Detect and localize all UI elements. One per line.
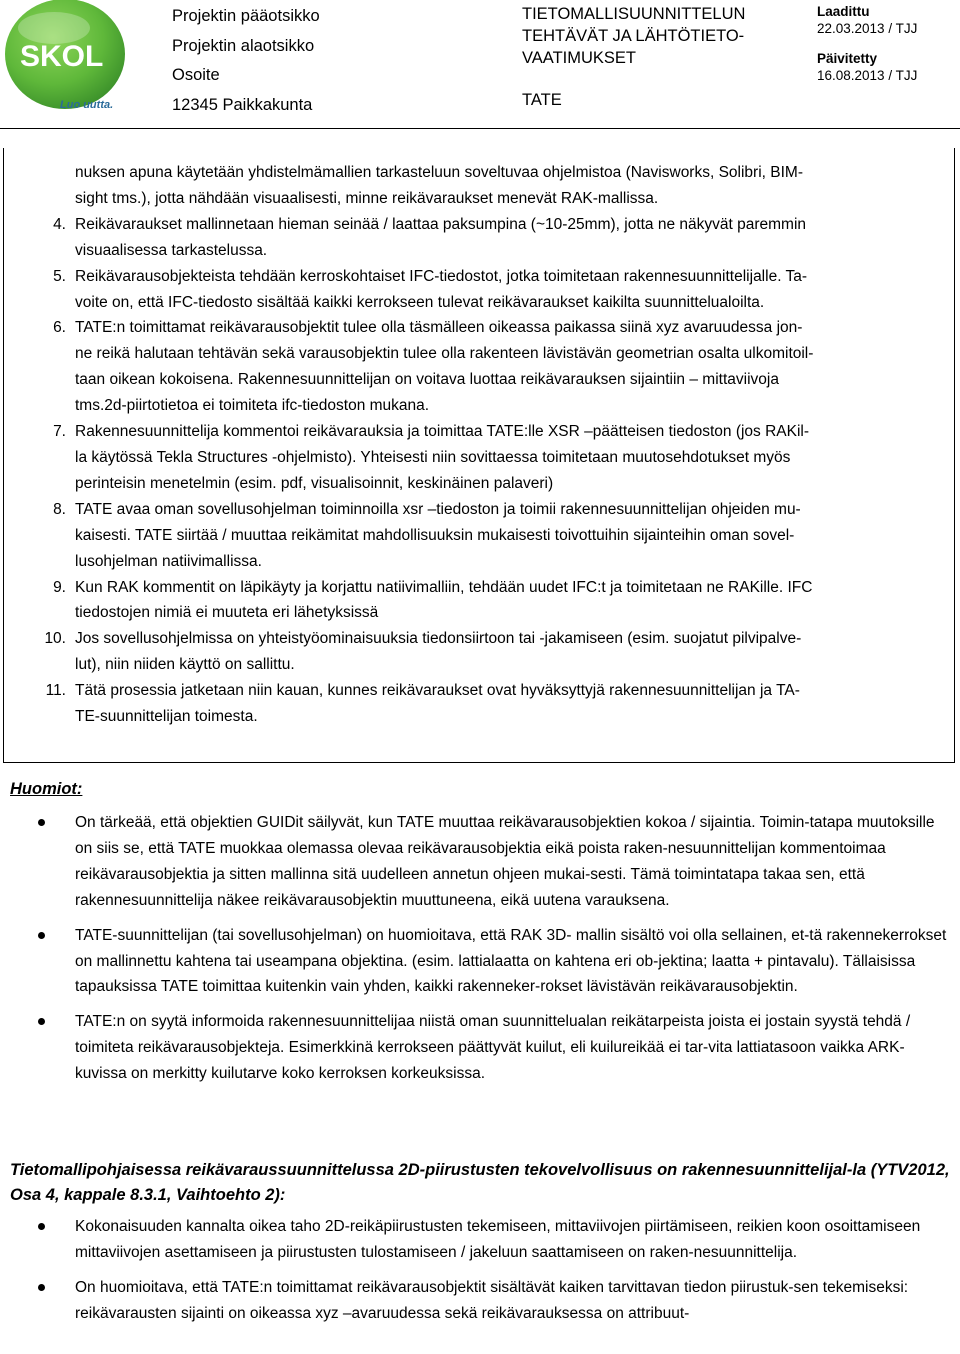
responsibility-list: [0, 1214, 960, 1336]
step-line: lut), niin niiden käyttö on sallittu.: [75, 656, 295, 674]
step-number: 5.: [53, 267, 66, 285]
responsibility-bullet: [0, 1214, 960, 1266]
step-line: perinteisin menetelmin (esim. pdf, visualisoinnit, keskinäinen palaveri): [75, 474, 554, 492]
step-number: 8.: [53, 500, 66, 518]
steps-list: [0, 160, 960, 730]
created-value: 22.03.2013 / TJJ: [817, 21, 918, 36]
step-line: lusohjelman natiivimallissa.: [75, 552, 262, 570]
responsibility-bullet-text: On huomioitava, että TATE:n toimittamat reikävarausobjektit sisältävät kaiken tarvittavan tiedon piirustuk-sen tekemiseksi: reikävarausten sijainti on oikeassa xyz –avaruudessa sekä reikävarauksessa on attribuut-: [75, 1278, 909, 1322]
step-line: taan oikean kokoisena. Rakennesuunnittelijan on voitava luottaa reikävarauksen sijaintiin – mittaviivoja: [75, 371, 779, 389]
step-line: TATE avaa oman sovellusohjelman toiminnoilla xsr –tiedoston ja toimii rakennesuunnittelijan ohjeiden mu-: [75, 500, 801, 518]
bullet-dot: [38, 932, 45, 939]
step-item: [0, 497, 960, 575]
step-line: TE-suunnittelijan toimesta.: [75, 708, 258, 726]
step-number: 6.: [53, 319, 66, 337]
skol-logo: [2, 0, 130, 120]
step-line: tiedostojen nimiä ei muuteta eri lähetyksissä: [75, 604, 379, 622]
step-item: [0, 264, 960, 316]
step-item: [0, 678, 960, 730]
step-item: [0, 212, 960, 264]
header-separator: [0, 128, 960, 129]
step-line: Reikävarausobjekteista tehdään kerroskohtaiset IFC-tiedostot, jotka toimitetaan rakennesuunnittelijalle. Ta-: [75, 267, 808, 285]
step-line: visuaalisessa tarkastelussa.: [75, 241, 268, 259]
step-item: [0, 419, 960, 497]
notes-bullet-text: TATE:n on syytä informoida rakennesuunnittelijaa niistä oman suunnittelualan reikätarpeista joista ei jostain syystä tehdä / toimiteta reikävarausobjekteja. Esimerkkinä kerrokseen päättyvät kuilut, eli kuilureikää ei tar-vita lattiatasoon vaikka ARK-kuvissa on merkitty kuilutarve koko kerroksen korkeuksissa.: [75, 1013, 911, 1083]
project-main-title: Projektin pääotsikko: [172, 7, 320, 25]
document-header: [0, 0, 960, 126]
step-line: Rakennesuunnittelija kommentoi reikävarauksia ja toimittaa TATE:lle XSR –päätteisen tiedoston (jos RAKil-: [75, 423, 810, 441]
step-line: Tätä prosessia jatketaan niin kauan, kunnes reikävaraukset ovat hyväksyttyjä rakennesuunnittelijan ja TA-: [75, 682, 800, 700]
step-item: [0, 315, 960, 419]
step-number: 7.: [53, 423, 66, 441]
bullet-dot: [38, 1018, 45, 1025]
svg-text:Luo uutta.: Luo uutta.: [60, 99, 114, 111]
document-title-block: [522, 3, 745, 111]
doc-title-line-2: TEHTÄVÄT JA LÄHTÖTIETO-: [522, 27, 745, 45]
notes-bullet: [0, 810, 960, 914]
intro-line-2: sight tms.), jotta nähdään visuaalisesti, minne reikävaraukset menevät RAK-mallissa.: [75, 189, 659, 207]
notes-bullet: [0, 1009, 960, 1087]
notes-bullet-text: On tärkeää, että objektien GUIDit säilyvät, kun TATE muuttaa reikävarausobjektien kokoa / sijaintia. Toimin-tatapa muutoksille on siis se, että TATE muokkaa olemassa olevaa reikävarausobjektia eikä poista raken-nesuunnittelijan kommentoimaa reikävarausobjektia ja sitten mallinna sitä uudelleen annetun ohjeen mukai-sesti. Tämä toimintatapa takaa sen, että rakennesuunnittelija näkee reikävarausobjektin muuttuneena, eikä uutena varauksena.: [75, 814, 935, 909]
project-address: Osoite: [172, 66, 220, 84]
step-line: tms.2d-piirtotietoa ei toimiteta ifc-tiedoston mukana.: [75, 397, 430, 415]
project-info: [172, 2, 320, 120]
bullet-dot: [38, 819, 45, 826]
step-line: Jos sovellusohjelmissa on yhteistyöominaisuuksia tiedonsiirtoon tai -jakamiseen (esim. suojatut pilvipalve-: [75, 630, 802, 648]
notes-bullet: [0, 923, 960, 1001]
step-number: 4.: [53, 215, 66, 233]
step-line: kaisesti. TATE siirtää / muuttaa reikämitat mahdollisuuksin mukaisesti toivottuihin sijainteihin oman sovel-: [75, 526, 795, 544]
doc-title-line-1: TIETOMALLISUUNNITTELUN: [522, 5, 746, 23]
step-item: [0, 626, 960, 678]
step-number: 9.: [53, 578, 66, 596]
step-number: 10.: [44, 630, 66, 648]
responsibility-bullet: [0, 1275, 960, 1327]
bullet-dot: [38, 1284, 45, 1291]
step-number: 11.: [45, 682, 66, 700]
updated-value: 16.08.2013 / TJJ: [817, 68, 918, 83]
notes-list: [0, 810, 960, 1096]
created-label: Laadittu: [817, 4, 870, 19]
step-line: ne reikä halutaan tehtävän sekä varausobjektin tulee olla rakenteen lävistävän geometrian osalta ulkomitoil-: [75, 345, 814, 363]
intro-line-1: nuksen apuna käytetään yhdistelmämallien tarkasteluun soveltuvaa ohjelmistoa (Navisworks, Solibri, BIM-: [75, 164, 803, 181]
notes-bullet-text: TATE-suunnittelijan (tai sovellusohjelman) on huomioitava, että RAK 3D- mallin sisältö voi olla sellainen, et-tä rakennekerrokset on mallinnettu kahtena tai useampana objektina. (esim. lattialaatta on kahtena eri ob-jektina; laatta + pintavalu). Tällaisissa tapauksissa TATE toimittaa kuitenkin vain yhden, kaikki rakenneker-rokset lävistävän reikävarausobjektin.: [75, 926, 947, 996]
responsibility-bullet-text: Kokonaisuuden kannalta oikea taho 2D-reikäpiirustusten tekemiseen, mittaviivojen piirtämiseen, reikien koon osoittamiseen mittaviivojen asettamiseen ja piirustusten tulostamiseen / jakeluun saattamiseen on raken-nesuunnittelija.: [75, 1218, 921, 1261]
bullet-dot: [38, 1223, 45, 1230]
responsibility-heading: Tietomallipohjaisessa reikävaraussuunnittelussa 2D-piirustusten tekovelvollisuus on rakennesuunnittelijal-la (YTV2012, Osa 4, kappale 8.3.1, Vaihtoehto 2):: [10, 1161, 950, 1204]
step-line: Reikävaraukset mallinnetaan hieman seinää / laattaa paksumpina (~10-25mm), jotta ne näkyvät paremmin: [75, 215, 807, 233]
notes-heading: Huomiot:: [10, 780, 83, 798]
step-line: la käytössä Tekla Structures -ohjelmisto). Yhteisesti niin sovittaessa toimitetaan muutosehdotukset myös: [75, 448, 791, 466]
step-line: TATE:n toimittamat reikävarausobjektit tulee olla täsmälleen oikeassa paikassa siinä xyz avaruudessa jon-: [75, 319, 803, 337]
doc-title-line-3: VAATIMUKSET: [522, 49, 636, 67]
svg-text:SKOL: SKOL: [20, 40, 104, 73]
doc-code: TATE: [522, 91, 562, 109]
document-dates: [817, 3, 917, 84]
step-line: voite on, että IFC-tiedosto sisältää kaikki kerrokseen tulevat reikävaraukset kaikilta suunnittelualoilta.: [75, 293, 765, 311]
step-item: [0, 575, 960, 627]
project-sub-title: Projektin alaotsikko: [172, 36, 315, 55]
step-line: Kun RAK kommentit on läpikäyty ja korjattu natiivimalliin, tehdään uudet IFC:t ja toimitetaan ne RAKille. IFC: [75, 578, 813, 596]
updated-label: Päivitetty: [817, 51, 878, 66]
project-city: 12345 Paikkakunta: [172, 95, 313, 114]
